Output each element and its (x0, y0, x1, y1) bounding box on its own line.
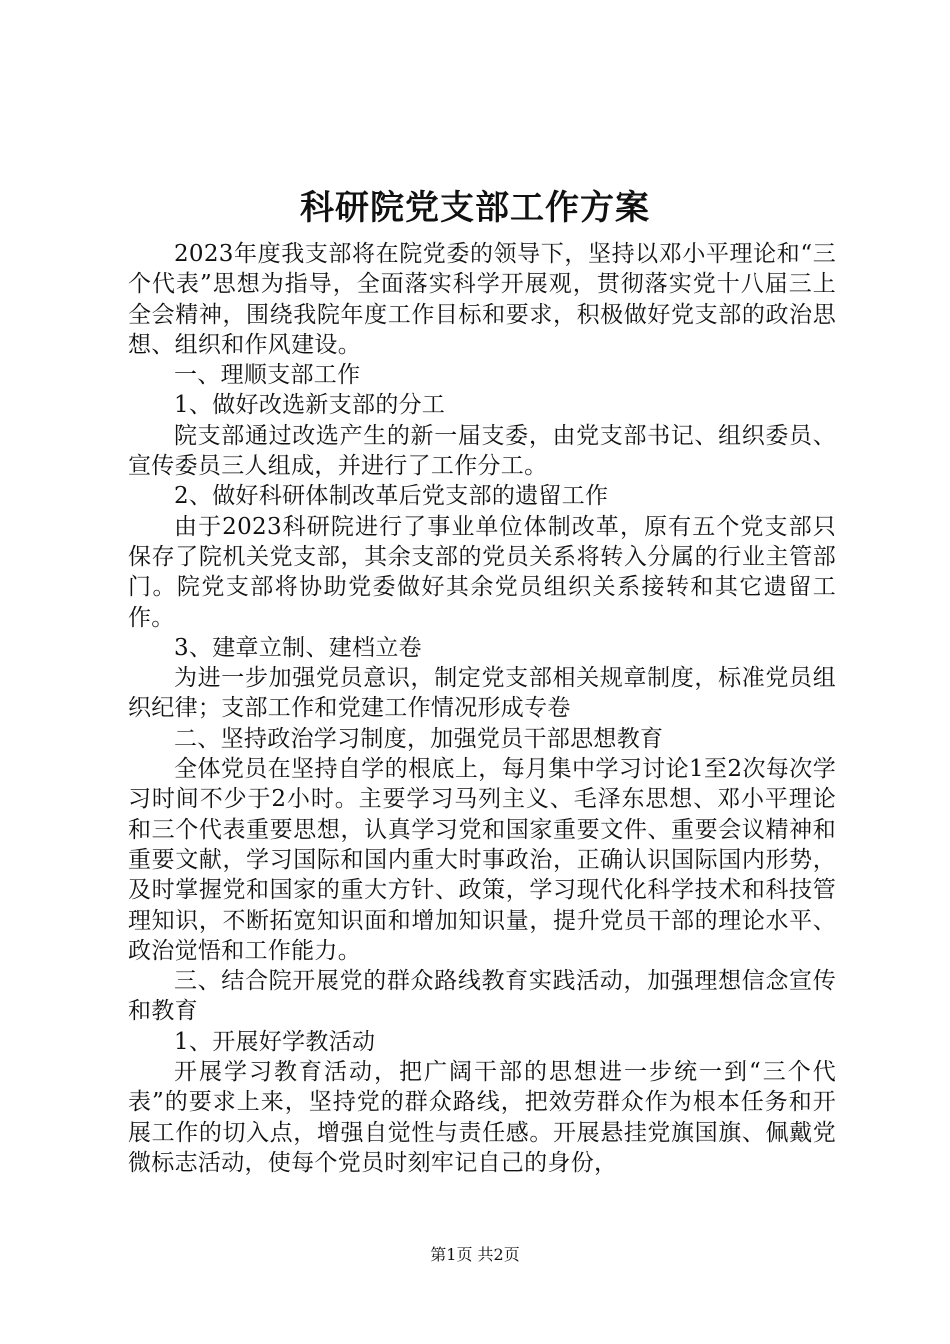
section-heading-1: 一、理顺支部工作 (174, 362, 361, 389)
paragraph-1-1: 院支部通过改选产生的新一届支委，由党支部书记、组织委员、宣传委员三人组成，并进行了工作分工。 (128, 422, 836, 480)
subsection-heading-3-1: 1、开展好学教活动 (174, 1028, 376, 1055)
paragraph-2: 全体党员在坚持自学的根底上，每月集中学习讨论1至2次每次学习时间不少于2小时。主要学习马列主义、毛泽东思想、邓小平理论和三个代表重要思想，认真学习党和国家重要文件、重要会议精神和重要文献，学习国际和国内重大时事政治，正确认识国际国内形势，及时掌握党和国家的重大方针、政策，学习现代化科学技术和科技管理知识，不断拓宽知识面和增加知识量，提升党员干部的理论水平、政治觉悟和工作能力。 (128, 756, 836, 964)
paragraph-intro: 2023年度我支部将在院党委的领导下，坚持以邓小平理论和“三个代表”思想为指导，全面落实科学开展观，贯彻落实党十八届三上全会精神，围绕我院年度工作目标和要求，积极做好党支部的政治思想、组织和作风建设。 (128, 241, 836, 358)
paragraph-1-2: 由于2023科研院进行了事业单位体制改革，原有五个党支部只保存了院机关党支部，其余支部的党员关系将转入分属的行业主管部门。院党支部将协助党委做好其余党员组织关系接转和其它遗留工作。 (128, 513, 836, 631)
subsection-heading-1-3: 3、建章立制、建档立卷 (174, 634, 422, 661)
document-title: 科研院党支部工作方案 (300, 188, 650, 228)
page-footer: 第1页 共2页 (430, 1245, 520, 1264)
section-heading-2: 二、坚持政治学习制度，加强党员干部思想教育 (174, 725, 664, 752)
subsection-heading-1-1: 1、做好改选新支部的分工 (174, 392, 446, 419)
document-body (128, 239, 836, 1178)
subsection-heading-1-2: 2、做好科研体制改革后党支部的遗留工作 (174, 483, 609, 510)
paragraph-1-3: 为进一步加强党员意识，制定党支部相关规章制度，标准党员组织纪律；支部工作和党建工作情况形成专卷 (128, 665, 836, 722)
paragraph-3-1: 开展学习教育活动，把广阔干部的思想进一步统一到“三个代表”的要求上来，坚持党的群众路线，把效劳群众作为根本任务和开展工作的切入点，增强自觉性与责任感。开展悬挂党旗国旗、佩戴党微标志活动，使每个党员时刻牢记自己的身份， (128, 1059, 836, 1176)
section-heading-3: 三、结合院开展党的群众路线教育实践活动，加强理想信念宣传和教育 (128, 968, 836, 1025)
